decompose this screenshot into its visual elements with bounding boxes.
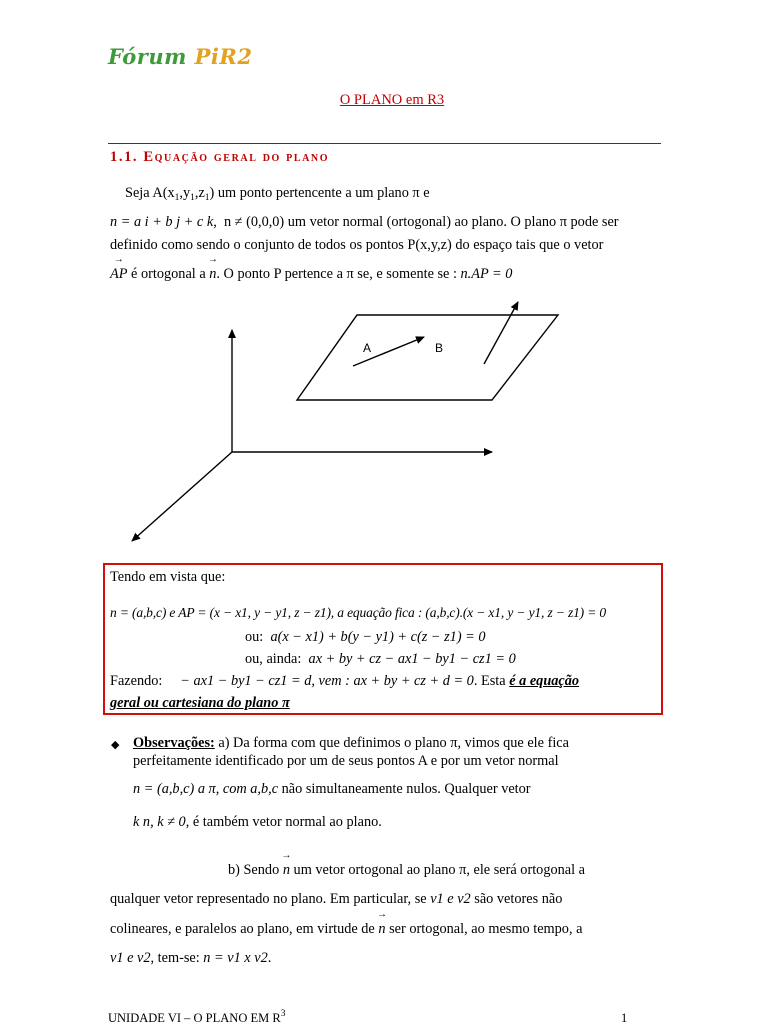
- subscript: 1: [204, 193, 210, 203]
- logo-text-pir2: PiR2: [194, 44, 253, 69]
- vector-n: → n: [283, 862, 290, 878]
- obs-label: Observações:: [133, 735, 215, 751]
- vectors-v1-v2: v1 e v2: [110, 950, 151, 966]
- point-a-label: A: [363, 341, 372, 355]
- intro-text: . O ponto P pertence a π se, e somente se :: [216, 266, 457, 282]
- orthogonality-condition: n.AP = 0: [460, 266, 513, 282]
- obs-text: ser ortogonal, ao mesmo tempo, a: [385, 921, 583, 937]
- subscript: 1: [190, 193, 195, 203]
- obs-text: , é também vetor normal ao plano.: [185, 814, 382, 830]
- box-text: ou:: [245, 629, 264, 645]
- obs-text: não simultaneamente nulos. Qualquer vetor: [278, 781, 531, 797]
- obs-text: a) Da forma com que definimos o plano π, vimos que ele fica: [214, 735, 570, 751]
- box-line-3: [245, 629, 486, 645]
- section-heading: 1.1. Equação geral do plano: [110, 149, 330, 165]
- obs-b-line-4: [110, 950, 271, 966]
- intro-text: é ortogonal a: [127, 266, 210, 282]
- obs-equation: k n, k ≠ 0: [133, 814, 186, 830]
- vector-ap: → AP: [110, 266, 127, 282]
- box-equation: a(x − x1) + b(y − y1) + c(z − z1) = 0: [270, 629, 486, 645]
- obs-line-1: [133, 735, 569, 751]
- obs-text: .: [267, 950, 272, 966]
- obs-text: um vetor ortogonal ao plano π, ele será ortogonal a: [289, 862, 586, 878]
- box-line-2: n = (a,b,c) e AP = (x − x1, y − y1, z − z1), a equação fica : (a,b,c).(x − x1, y − y1, z − z1) = 0: [110, 605, 607, 620]
- x-axis-arrow: [132, 452, 232, 541]
- box-line-1: Tendo em vista que:: [110, 569, 226, 585]
- logo-text-forum: Fórum: [108, 44, 195, 69]
- obs-text: , tem-se:: [150, 950, 204, 966]
- vector-n: → n: [209, 266, 216, 282]
- intro-text: ,z: [194, 185, 205, 201]
- bullet-icon: ◆: [111, 739, 120, 751]
- obs-line-2: perfeitamente identificado por um de seus pontos A e por um vetor normal: [133, 753, 559, 769]
- obs-text: b) Sendo: [228, 862, 283, 878]
- box-text: Fazendo:: [110, 673, 163, 689]
- obs-b-line-2: [110, 891, 562, 907]
- box-equation: ax + by + cz − ax1 − by1 − cz1 = 0: [308, 651, 516, 667]
- box-line-4: [245, 651, 516, 667]
- footer-text: UNIDADE VI – O PLANO EM R: [108, 1011, 281, 1025]
- subscript: 1: [174, 193, 180, 203]
- normal-vector-text: n ≠ (0,0,0) um vetor normal (ortogonal) ao plano. O plano π pode ser: [223, 214, 619, 230]
- obs-b-line-1: [228, 862, 585, 878]
- obs-equation: n = (a,b,c) a π, com a,b,c: [133, 781, 279, 797]
- vector-n: → n: [378, 921, 385, 937]
- obs-line-3: [133, 781, 531, 797]
- box-line-6: geral ou cartesiana do plano π: [110, 695, 290, 711]
- page-title: O PLANO em R3: [339, 92, 445, 108]
- obs-b-line-3: [110, 921, 582, 937]
- intro-text: ) um ponto pertencente a um plano π e: [209, 185, 430, 201]
- normal-vector-arrow: [484, 302, 518, 364]
- page-number: 1: [621, 1011, 628, 1025]
- plane-parallelogram: [297, 315, 558, 400]
- point-b-label: B: [435, 341, 444, 355]
- obs-text: são vetores não: [470, 891, 563, 907]
- obs-text: qualquer vetor representado no plano. Em particular, se: [110, 891, 431, 907]
- box-text: ou, ainda:: [245, 651, 302, 667]
- box-equation: − ax1 − by1 − cz1 = d, vem : ax + by + cz + d = 0: [180, 673, 474, 689]
- cross-product-equation: n = v1 x v2: [203, 950, 268, 966]
- obs-line-4: [133, 814, 382, 830]
- intro-line-3: definido como sendo o conjunto de todos os pontos P(x,y,z) do espaço tais que o vetor: [110, 237, 604, 253]
- intro-text: ,y: [179, 185, 191, 201]
- normal-vector-equation: n = a i + b j + c k,: [110, 214, 217, 230]
- obs-text: colineares, e paralelos ao plano, em virtude de: [110, 921, 379, 937]
- intro-text: Seja A(x: [125, 185, 175, 201]
- box-text: . Esta: [473, 673, 510, 689]
- box-line-5: [110, 673, 579, 689]
- box-emphasis: é a equação: [509, 673, 580, 689]
- vectors-v1-v2: v1 e v2: [430, 891, 471, 907]
- footer-superscript: 3: [280, 1009, 286, 1019]
